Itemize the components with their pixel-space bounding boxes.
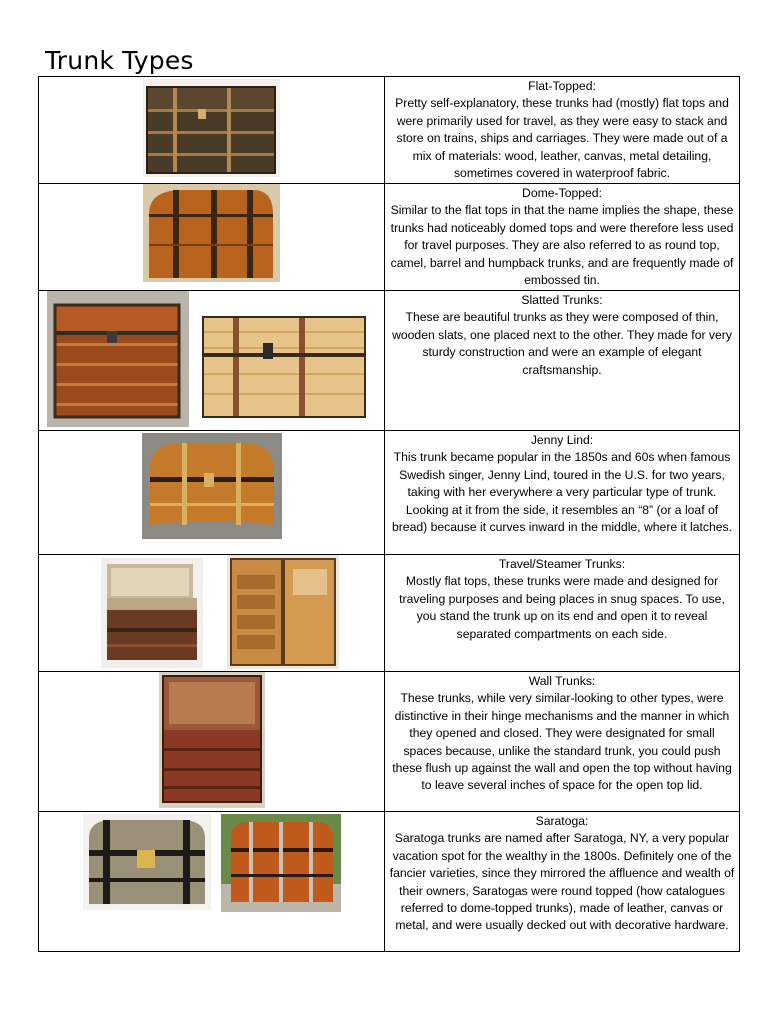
image-cell bbox=[39, 555, 385, 672]
table-row bbox=[39, 812, 740, 952]
trunk-heading: Jenny Lind: bbox=[530, 433, 594, 447]
trunk-heading: Saratoga: bbox=[535, 814, 589, 828]
image-cell bbox=[39, 672, 385, 812]
table-row bbox=[39, 77, 740, 184]
description-cell bbox=[385, 291, 740, 431]
trunk-heading: Travel/Steamer Trunks: bbox=[498, 557, 626, 571]
trunk-description: Similar to the flat tops in that the name implies the shape, these trunks had noticeably domed tops and were therefore less used for travel purposes. They are also referred to as round top, camel, barrel and humpback trunks, and are frequently made of embossed tin. bbox=[390, 203, 734, 288]
trunk-description: These trunks, while very similar-looking to other types, were distinctive in their hinge mechanisms and the manner in which they opened and closed. They were designated for small spaces because, unlike the standard trunk, you could push these flush up against the wall and open the top without having to leave several inches of space for the open top lid. bbox=[392, 691, 732, 793]
description-cell bbox=[385, 812, 740, 952]
description-cell bbox=[385, 77, 740, 184]
slatted-trunk-photo-right bbox=[199, 313, 369, 423]
trunk-heading: Slatted Trunks: bbox=[521, 293, 603, 307]
image-cell bbox=[39, 77, 385, 184]
image-cell bbox=[39, 184, 385, 291]
trunk-heading: Wall Trunks: bbox=[528, 674, 596, 688]
page-title: Trunk Types bbox=[45, 46, 194, 75]
trunk-heading: Dome-Topped: bbox=[522, 186, 602, 200]
steamer-trunk-open-photo bbox=[101, 558, 203, 668]
image-cell bbox=[39, 291, 385, 431]
image-cell bbox=[39, 431, 385, 555]
trunk-description: Saratoga trunks are named after Saratoga, NY, a very popular vacation spot for the wealthy in the 1800s. Definitely one of the fancier varieties, since they mirrored the affluence and wealth of their owners, Saratogas were round topped (how catalogues referred to dome-topped trunks), made of leather, canvas or metal, and were usually decked out with decorative hardware. bbox=[389, 831, 735, 933]
wall-trunk-photo bbox=[159, 672, 265, 808]
table-row bbox=[39, 431, 740, 555]
jenny-lind-trunk-photo bbox=[142, 433, 282, 539]
slatted-trunk-photo-left bbox=[47, 291, 189, 427]
trunk-description: Mostly flat tops, these trunks were made and designed for traveling purposes and being places in snug spaces. To use, you stand the trunk up on its end and open it to reveal separated compartments on each side. bbox=[399, 574, 725, 641]
image-cell bbox=[39, 812, 385, 952]
saratoga-trunk-photo-left bbox=[83, 814, 211, 910]
description-cell bbox=[385, 431, 740, 555]
description-cell bbox=[385, 184, 740, 291]
trunk-description: Pretty self-explanatory, these trunks had (mostly) flat tops and were primarily used for travel, as they were easy to stack and store on trains, ships and carriages. They were made out of a mix of materials: wood, leather, canvas, metal detailing, sometimes covered in waterproof fabric. bbox=[395, 96, 729, 181]
table-row bbox=[39, 672, 740, 812]
trunk-types-table bbox=[38, 76, 740, 952]
trunk-description: These are beautiful trunks as they were composed of thin, wooden slats, one placed next to the other. They made for very sturdy construction and were an example of elegant craftsmanship. bbox=[392, 310, 732, 377]
description-cell bbox=[385, 672, 740, 812]
steamer-trunk-standing-photo bbox=[227, 555, 339, 669]
dome-top-trunk-photo bbox=[143, 184, 280, 282]
table-row bbox=[39, 184, 740, 291]
trunk-description: This trunk became popular in the 1850s and 60s when famous Swedish singer, Jenny Lind, toured in the U.S. for two years, taking with her everywhere a very particular type of trunk. Looking at it from the side, it resembles an “8” (or a loaf of bread) because it curves inward in the middle, where it latches. bbox=[391, 450, 733, 535]
flat-top-trunk-photo bbox=[143, 79, 280, 177]
table-row bbox=[39, 291, 740, 431]
saratoga-trunk-photo-right bbox=[221, 814, 341, 912]
trunk-heading: Flat-Topped: bbox=[528, 79, 596, 93]
description-cell bbox=[385, 555, 740, 672]
table-row bbox=[39, 555, 740, 672]
